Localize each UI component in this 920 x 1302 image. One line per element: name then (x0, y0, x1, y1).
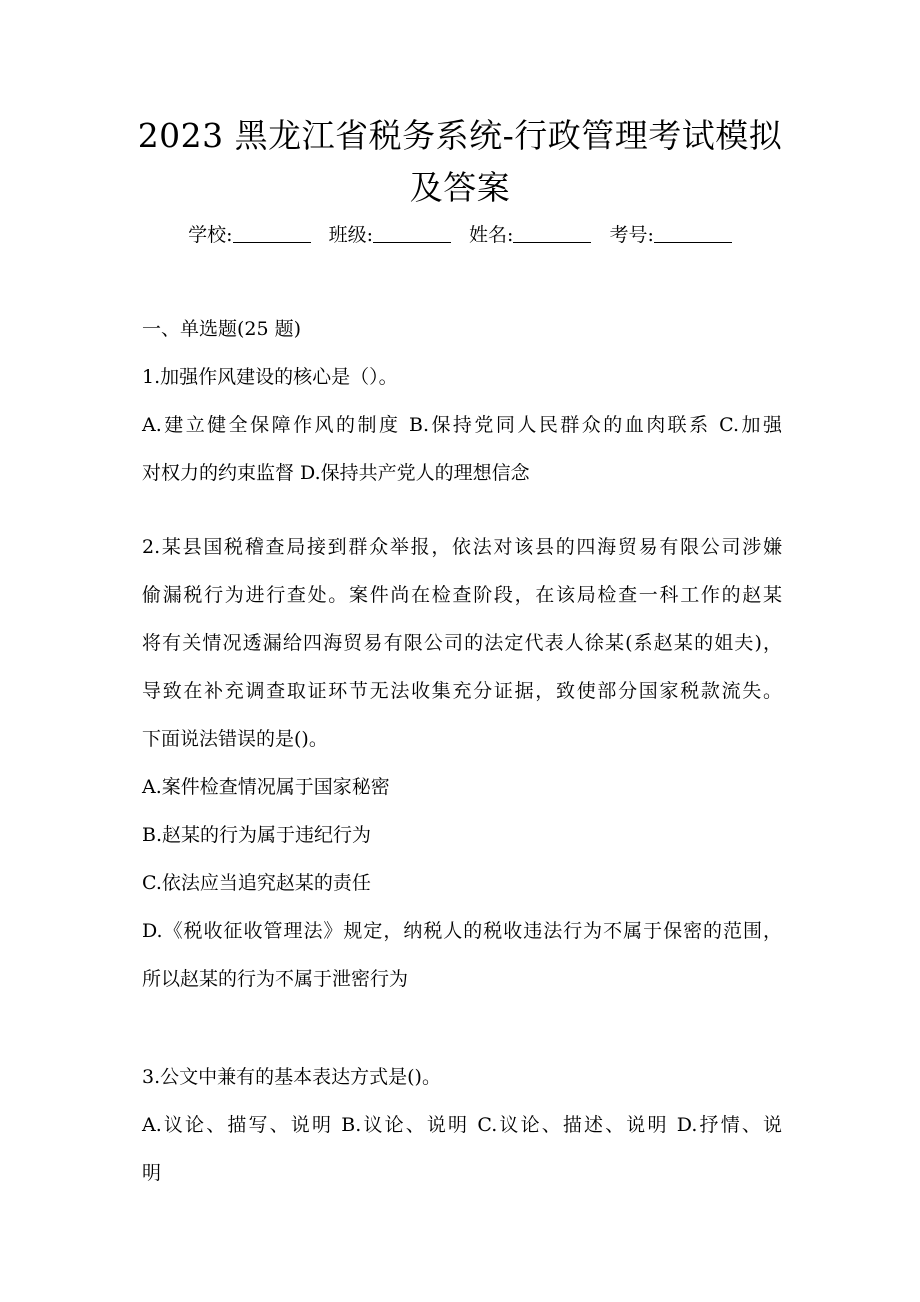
name-label: 姓名: (469, 224, 514, 246)
id-label: 考号: (609, 224, 654, 246)
school-label: 学校: (188, 224, 233, 246)
question-2-option-b: B.赵某的行为属于违纪行为 (142, 824, 372, 846)
question-3-options-line-2: 明 (142, 1162, 162, 1184)
question-3-stem: 3.公文中兼有的基本表达方式是()。 (142, 1066, 441, 1088)
question-2-stem-line-1: 2.某县国税稽查局接到群众举报，依法对该县的四海贸易有限公司涉嫌 (142, 536, 782, 558)
id-blank (654, 224, 732, 243)
page-title-line-1: 2023 黑龙江省税务系统-行政管理考试模拟 (137, 116, 783, 155)
question-3-options-line-1: A.议论、描写、说明 B.议论、说明 C.议论、描述、说明 D.抒情、说 (142, 1114, 782, 1136)
class-field (329, 220, 451, 250)
class-label: 班级: (328, 224, 373, 246)
class-blank (373, 224, 451, 243)
question-2-stem-line-3: 将有关情况透漏给四海贸易有限公司的法定代表人徐某(系赵某的姐夫)， (142, 632, 782, 654)
question-1-stem: 1.加强作风建设的核心是（）。 (142, 366, 398, 388)
section-heading: 一、单选题(25 题) (142, 318, 302, 340)
question-1-options-line-2: 对权力的约束监督 D.保持共产党人的理想信念 (142, 462, 530, 484)
question-2-option-c: C.依法应当追究赵某的责任 (142, 872, 371, 894)
student-info-row (0, 220, 920, 250)
school-field (188, 220, 310, 250)
name-blank (513, 224, 591, 243)
question-2-option-d-line-2: 所以赵某的行为不属于泄密行为 (142, 968, 409, 990)
name-field (469, 220, 591, 250)
page-title-line-2: 及答案 (409, 168, 511, 207)
question-2-stem-line-5: 下面说法错误的是()。 (142, 728, 328, 750)
question-1-options-line-1: A.建立健全保障作风的制度 B.保持党同人民群众的血肉联系 C.加强 (142, 414, 782, 436)
school-blank (233, 224, 311, 243)
id-field (609, 220, 731, 250)
question-2-option-d-line-1: D.《税收征收管理法》规定，纳税人的税收违法行为不属于保密的范围， (142, 920, 782, 942)
question-2-stem-line-2: 偷漏税行为进行查处。案件尚在检查阶段，在该局检查一科工作的赵某 (142, 584, 782, 606)
question-2-stem-line-4: 导致在补充调查取证环节无法收集充分证据，致使部分国家税款流失。 (142, 680, 782, 702)
question-2-option-a: A.案件检查情况属于国家秘密 (142, 776, 390, 798)
